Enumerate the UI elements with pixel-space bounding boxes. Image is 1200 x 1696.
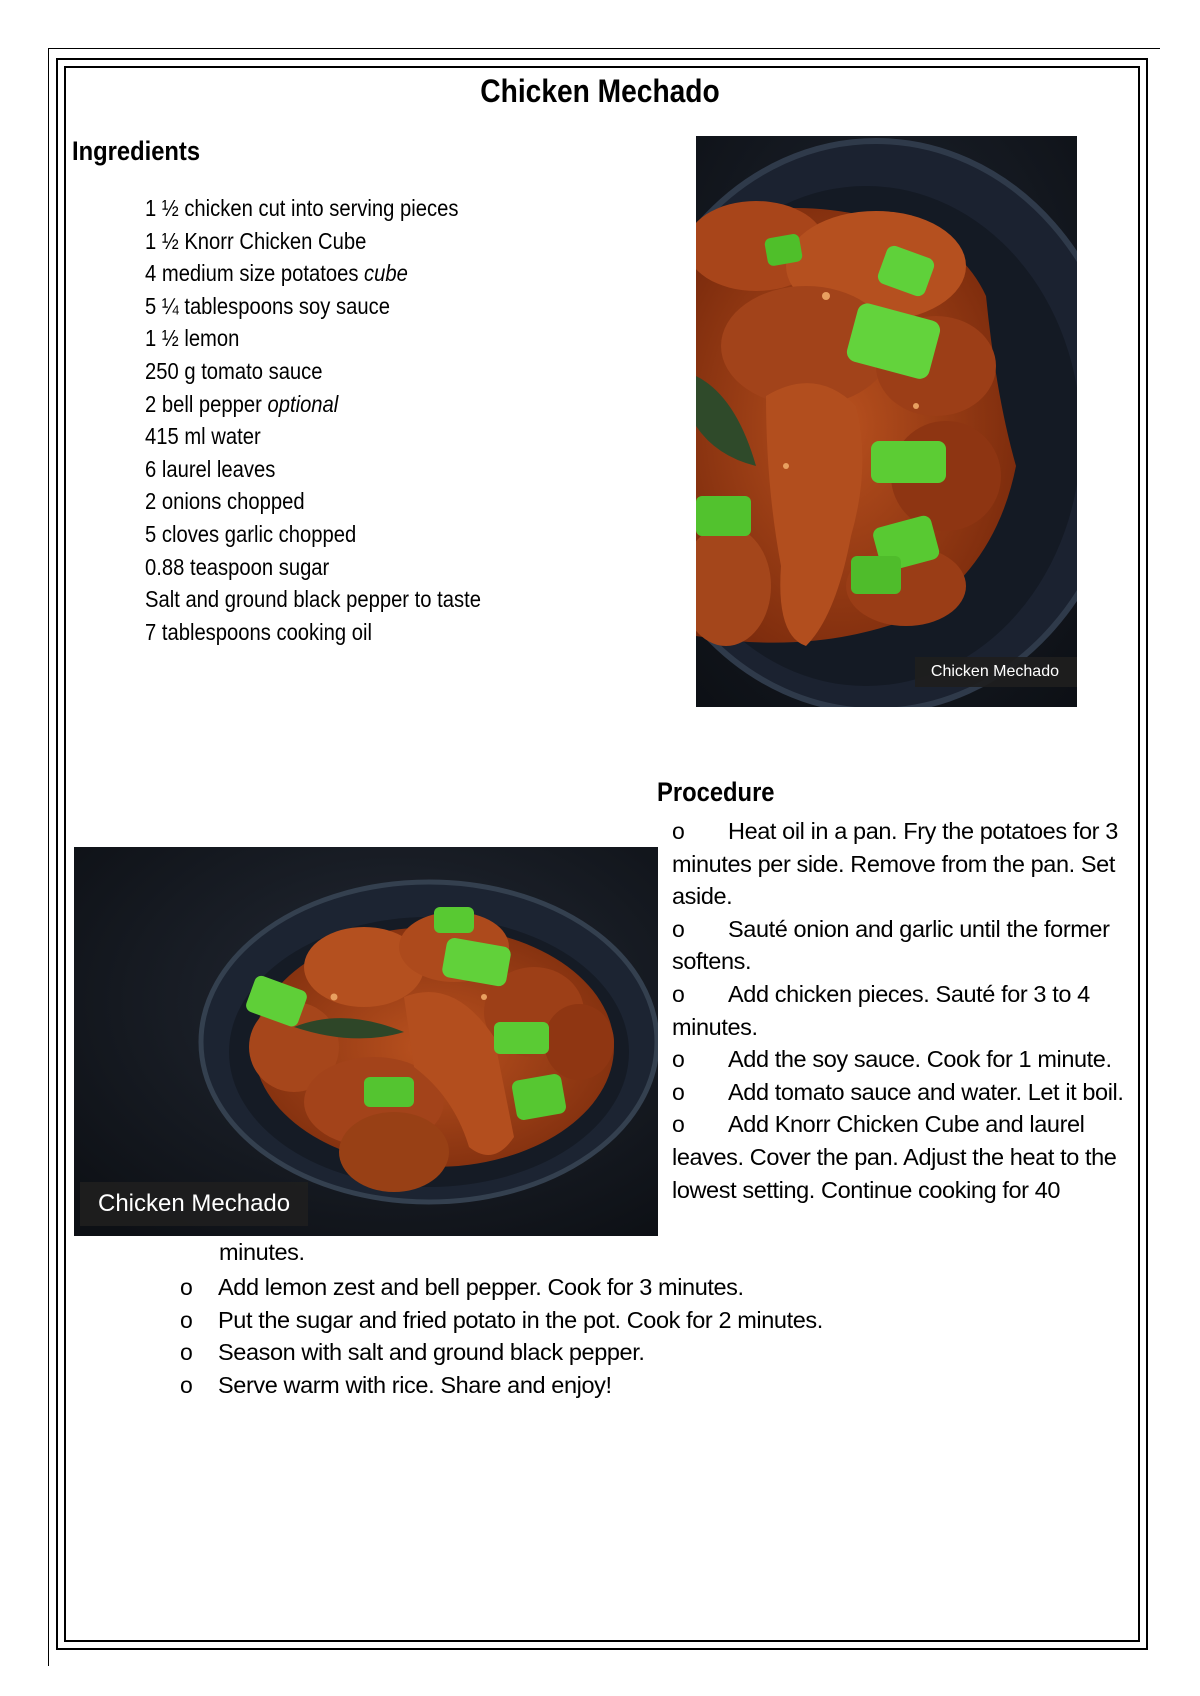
procedure-step: o Add the soy sauce. Cook for 1 minute. [672, 1043, 1134, 1076]
ingredients-list [145, 192, 481, 648]
page-top-rule [48, 48, 1160, 49]
bullet-marker: o [672, 1046, 685, 1073]
procedure-heading: Procedure [657, 777, 775, 807]
procedure-step-continuation: minutes. [219, 1239, 305, 1265]
bullet-marker: o [672, 1078, 685, 1105]
bullet-marker: o [672, 818, 685, 844]
ingredient-item: 6 laurel leaves [145, 455, 276, 482]
ingredient-item: 415 ml water [145, 423, 261, 450]
ingredient-item: 2 onions chopped [145, 488, 305, 515]
ingredients-heading: Ingredients [72, 136, 201, 166]
page-left-rule [48, 48, 49, 1666]
ingredient-item: 1 ½ Knorr Chicken Cube [145, 227, 367, 254]
bullet-marker: o [180, 1371, 193, 1398]
ingredient-item: 4 medium size potatoes cube [145, 260, 408, 287]
procedure-step: o Add tomato sauce and water. Let it boil. [672, 1076, 1134, 1109]
dish-illustration [74, 847, 658, 1236]
ingredient-item: 1 ½ chicken cut into serving pieces [145, 195, 459, 221]
chicken-mechado-photo-portrait [696, 136, 1077, 707]
ingredient-item: 5 cloves garlic chopped [145, 520, 357, 547]
ingredient-item: 0.88 teaspoon sugar [145, 553, 330, 580]
ingredient-item: 1 ½ lemon [145, 325, 240, 352]
procedure-step: o Add lemon zest and bell pepper. Cook for 3 minutes. [180, 1271, 823, 1304]
ingredient-item: Salt and ground black pepper to taste [145, 586, 481, 613]
dish-illustration [696, 136, 1077, 707]
procedure-step: o Put the sugar and fried potato in the pot. Cook for 2 minutes. [180, 1304, 823, 1337]
bullet-marker: o [672, 915, 685, 942]
bullet-marker: o [180, 1339, 193, 1366]
ingredient-note: cube [364, 260, 408, 287]
bullet-marker: o [180, 1274, 193, 1300]
procedure-steps-below [180, 1271, 823, 1401]
bullet-marker: o [672, 980, 685, 1007]
recipe-title: Chicken Mechado [480, 73, 720, 109]
ingredient-item: 2 bell pepper optional [145, 390, 339, 417]
bullet-marker: o [180, 1306, 193, 1333]
ingredient-note: optional [267, 390, 339, 417]
bullet-marker: o [672, 1111, 685, 1138]
procedure-step: o Serve warm with rice. Share and enjoy! [180, 1369, 823, 1402]
procedure-step: o Sauté onion and garlic until the former softens. [672, 913, 1134, 978]
ingredient-item: 250 g tomato sauce [145, 357, 323, 384]
photo-caption: Chicken Mechado [80, 1182, 308, 1226]
procedure-step: o Add Knorr Chicken Cube and laurel leaves. Cover the pan. Adjust the heat to the lowest setting. Continue cooking for 40 [672, 1108, 1134, 1206]
photo-caption: Chicken Mechado [915, 657, 1077, 687]
procedure-step: o Heat oil in a pan. Fry the potatoes for 3 minutes per side. Remove from the pan. Set aside. [672, 815, 1134, 913]
procedure-step: o Add chicken pieces. Sauté for 3 to 4 minutes. [672, 978, 1134, 1043]
procedure-steps-beside-image [672, 815, 1134, 1206]
ingredient-item: 7 tablespoons cooking oil [145, 618, 372, 645]
procedure-step: o Season with salt and ground black pepper. [180, 1336, 823, 1369]
chicken-mechado-photo-landscape [74, 847, 658, 1236]
ingredient-item: 5 ¼ tablespoons soy sauce [145, 292, 390, 319]
